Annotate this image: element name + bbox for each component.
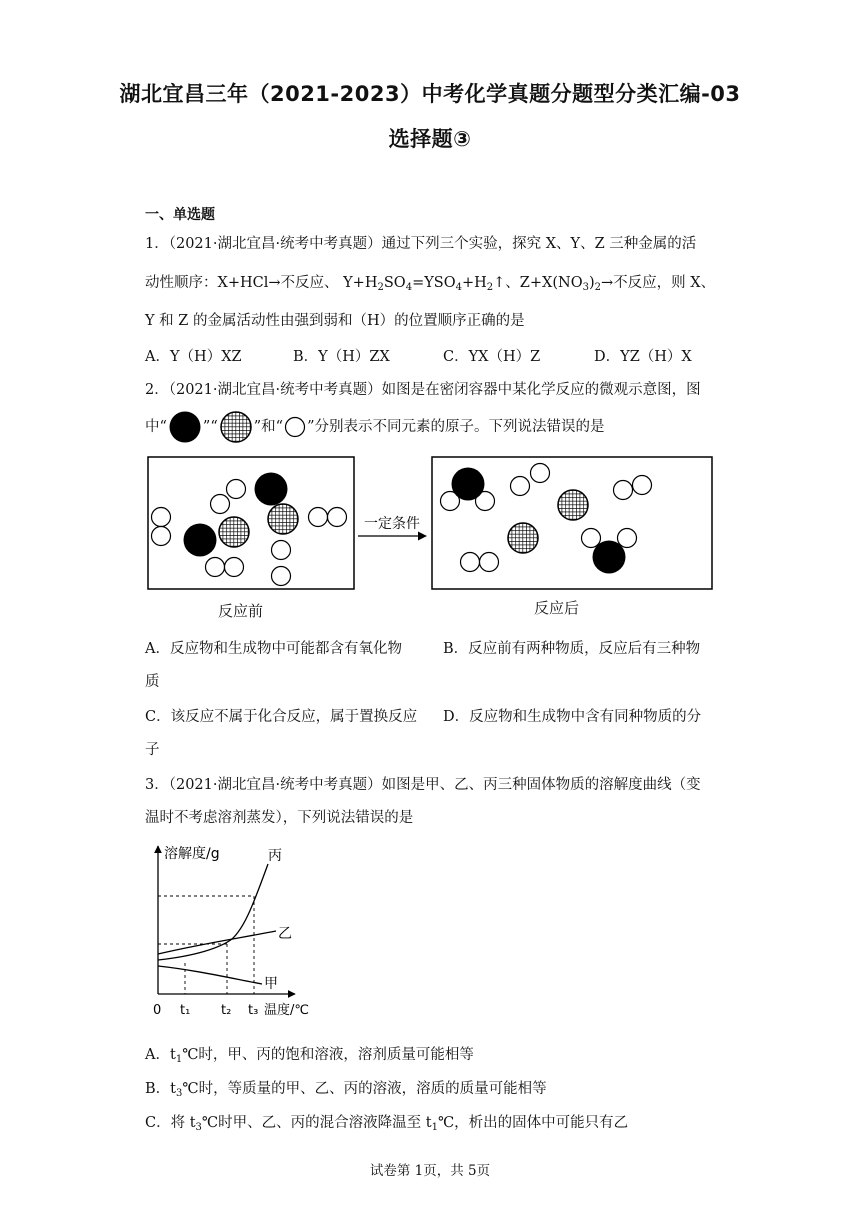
q2-stem-line1: 2．（2021·湖北宜昌·统考中考真题）如图是在密闭容器中某化学反应的微观示意图，图 [145,382,701,398]
page-title-line1: 湖北宜昌三年（2021-2023）中考化学真题分题型分类汇编-03 [119,82,741,106]
q1-option-c[interactable]: C．YX（H）Z [443,349,541,365]
q1-option-d[interactable]: D．YZ（H）X [594,349,692,365]
q3-option-c[interactable]: C．将 $t_3℃$时甲、乙、丙的混合溶液降温至 $t_1℃$，析出的固体中可能只有乙 [145,1115,629,1133]
x-axis-label: 温度/℃ [264,1003,309,1018]
q1-stem-line1: 1．（2021·湖北宜昌·统考中考真题）通过下列三个实验，探究 X、Y、Z 三种金属的活 [145,236,697,252]
hatched-atom-icon [218,410,254,444]
label-bing: 丙 [268,848,282,864]
tick-t3: t₃ [248,1003,259,1018]
q2-option-d[interactable]: D．反应物和生成物中含有同种物质的分 [443,709,702,725]
q2-option-a[interactable]: A．反应物和生成物中可能都含有氧化物 [145,641,402,657]
page-footer: 试卷第 1页，共 5页 [369,1163,491,1179]
arrow-label: 一定条件 [364,516,420,532]
q2-option-d-wrap: 子 [145,742,160,758]
q1-option-a[interactable]: A．Y（H）XZ [145,349,242,365]
reaction-diagram [140,452,720,592]
before-label: 反应前 [218,602,264,620]
q3-option-b[interactable]: B．$t_3℃$时，等质量的甲、乙、丙的溶液，溶质的质量可能相等 [145,1081,547,1099]
page-title-line2: 选择题③ [388,127,472,151]
y-axis-label: 溶解度/g [164,846,220,862]
q2-stem-line2: 中“ ”“ ”和“ ”分别表示不同元素的原子。下列说法错误的是 [145,410,605,444]
tick-t2: t₂ [221,1003,232,1018]
curve-yi [158,931,276,954]
tick-t1: t₁ [180,1003,191,1018]
curve-bing [158,864,268,960]
q2-option-c[interactable]: C．该反应不属于化合反应，属于置换反应 [145,709,418,725]
q3-stem-line2: 温时不考虑溶剂蒸发），下列说法错误的是 [145,810,414,826]
label-jia: 甲 [264,976,278,992]
q1-stem-line3: Y 和 Z 的金属活动性由强到弱和（H）的位置顺序正确的是 [145,313,525,329]
origin-label: 0 [153,1003,162,1018]
q3-option-a[interactable]: A．$t_1℃$时，甲、丙的饱和溶液，溶剂质量可能相等 [145,1047,474,1065]
label-yi: 乙 [278,926,292,942]
q3-stem-line1: 3．（2021·湖北宜昌·统考中考真题）如图是甲、乙、丙三种固体物质的溶解度曲线（变 [145,777,701,793]
q2-option-a-wrap: 质 [145,674,160,690]
after-label: 反应后 [534,599,580,617]
curve-jia [158,966,262,984]
black-atom-icon [167,410,203,444]
q1-stem-line2: 动性顺序：X+HCl→不反应、 $Y+H_2SO_4=YSO_4+H_2↑$、$Z+X(NO_3)_2\to$不反应，则 X、 [145,275,716,293]
q2-option-b[interactable]: B．反应前有两种物质，反应后有三种物 [443,641,701,657]
white-atom-icon [283,415,307,439]
solubility-graph [140,838,330,1023]
q1-option-b[interactable]: B．Y（H）ZX [293,349,390,365]
section-heading: 一、单选题 [145,207,215,223]
